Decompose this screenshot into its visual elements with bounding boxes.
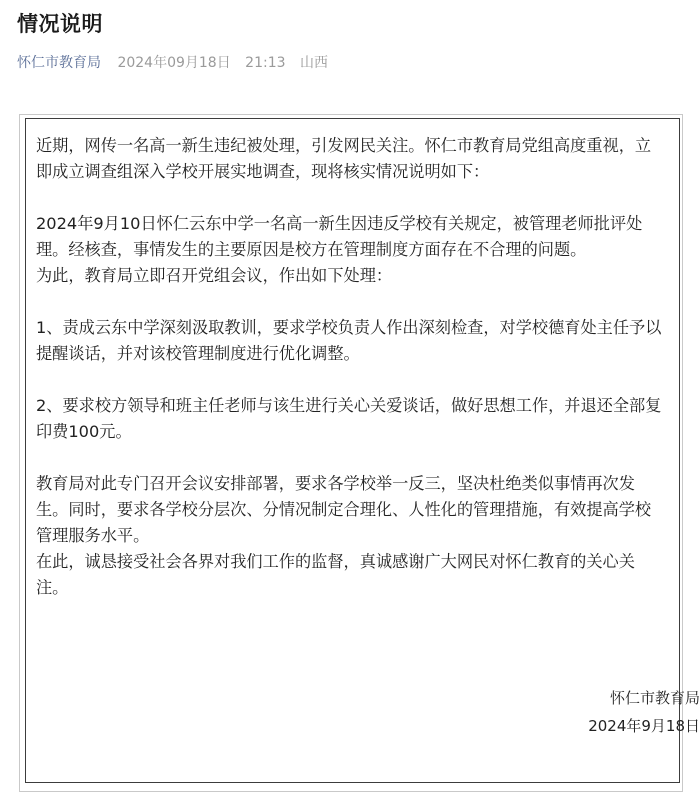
paragraph-measure-2: 2、要求校方领导和班主任老师与该生进行关心关爱谈话，做好思想工作，并退还全部复印费100元。 (36, 396, 662, 441)
paragraph-gap (36, 289, 666, 315)
paragraph-handling-intro: 为此，教育局立即召开党组会议，作出如下处理： (36, 266, 393, 285)
page-title: 情况说明 (17, 12, 103, 36)
paragraph-gap (36, 445, 666, 471)
paragraph-gap (36, 367, 666, 393)
publish-date: 2024年09月18日 (117, 55, 231, 71)
paragraph-intro: 近期，网传一名高一新生违纪被处理，引发网民关注。怀仁市教育局党组高度重视，立即成立调查组深入学校开展实地调查，现将核实情况说明如下： (36, 136, 652, 181)
paragraph-deployment: 教育局对此专门召开会议安排部署，要求各学校举一反三，坚决杜绝类似事情再次发生。同时，要求各学校分层次、分情况制定合理化、人性化的管理措施，有效提高学校管理服务水平。 (36, 474, 652, 545)
paragraph-incident: 2024年9月10日怀仁云东中学一名高一新生因违反学校有关规定，被管理老师批评处理。经核查，事情发生的主要原因是校方在管理制度方面存在不合理的问题。 (36, 214, 643, 259)
publish-location: 山西 (299, 55, 328, 71)
publish-time: 21:13 (245, 55, 286, 71)
paragraph-measure-1: 1、责成云东中学深刻汲取教训，要求学校负责人作出深刻检查，对学校德育处主任予以提醒谈话，并对该校管理制度进行优化调整。 (36, 318, 662, 363)
notice-body (36, 133, 666, 601)
signature-org: 怀仁市教育局 (609, 689, 700, 707)
signature-date: 2024年9月18日 (588, 717, 700, 735)
account-name-link[interactable]: 怀仁市教育局 (17, 55, 101, 71)
paragraph-closing: 在此，诚恳接受社会各界对我们工作的监督，真诚感谢广大网民对怀仁教育的关心关注。 (36, 552, 635, 597)
paragraph-gap (36, 185, 666, 211)
article-meta (17, 53, 338, 73)
